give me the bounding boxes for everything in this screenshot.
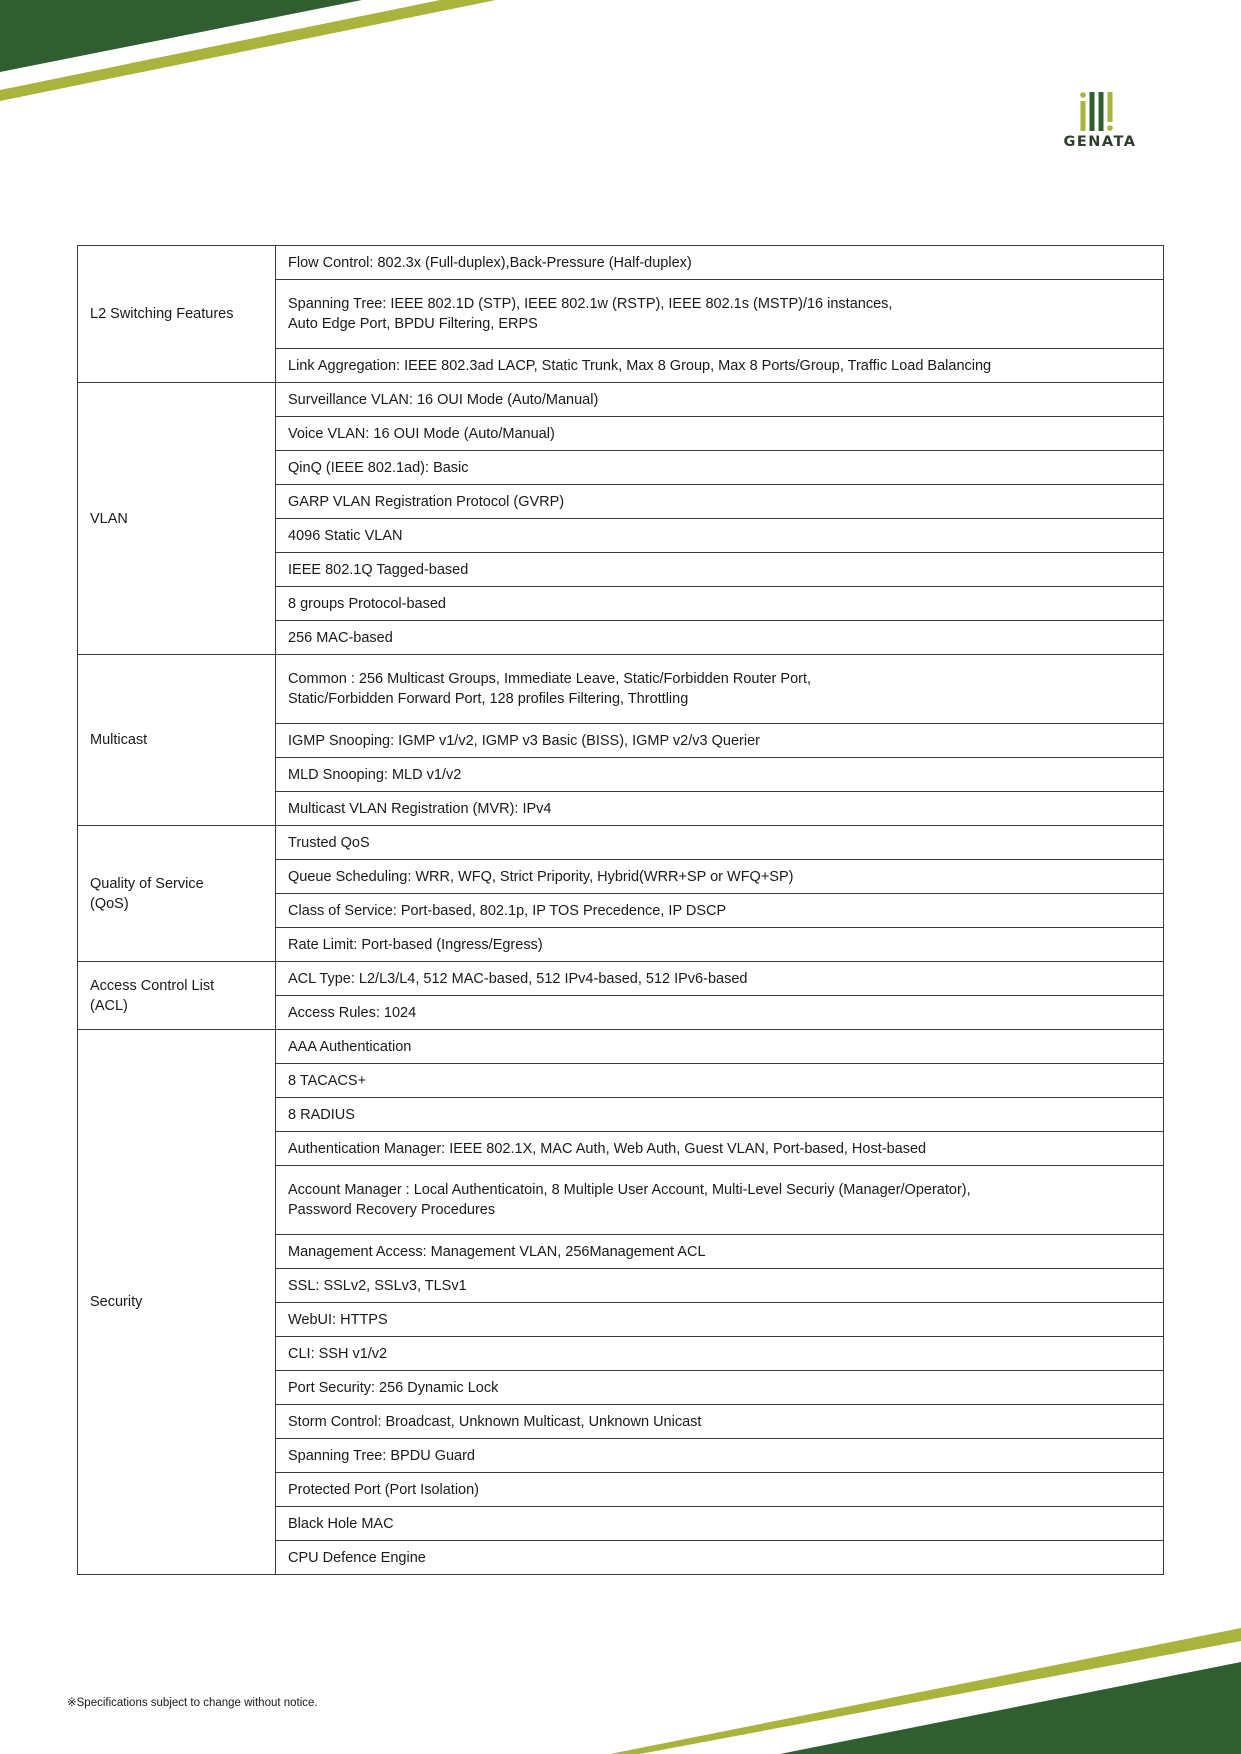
feature-cell: Class of Service: Port-based, 802.1p, IP TOS Precedence, IP DSCP (276, 894, 1164, 928)
feature-cell: 256 MAC-based (276, 621, 1164, 655)
feature-cell: CPU Defence Engine (276, 1541, 1164, 1575)
feature-cell: Multicast VLAN Registration (MVR): IPv4 (276, 792, 1164, 826)
feature-cell: Management Access: Management VLAN, 256Management ACL (276, 1235, 1164, 1269)
table-row (78, 383, 1164, 417)
feature-cell: Port Security: 256 Dynamic Lock (276, 1371, 1164, 1405)
feature-cell: Storm Control: Broadcast, Unknown Multicast, Unknown Unicast (276, 1405, 1164, 1439)
feature-cell: Spanning Tree: BPDU Guard (276, 1439, 1164, 1473)
category-cell: Multicast (78, 655, 276, 826)
feature-cell: QinQ (IEEE 802.1ad): Basic (276, 451, 1164, 485)
table-row (78, 655, 1164, 724)
top-light-stripe (0, 0, 496, 101)
category-cell: VLAN (78, 383, 276, 655)
category-cell: Quality of Service (QoS) (78, 826, 276, 962)
feature-cell: Flow Control: 802.3x (Full-duplex),Back-Pressure (Half-duplex) (276, 246, 1164, 280)
feature-cell: 8 TACACS+ (276, 1064, 1164, 1098)
bottom-dark-stripe (780, 1662, 1241, 1754)
feature-cell: Link Aggregation: IEEE 802.3ad LACP, Static Trunk, Max 8 Group, Max 8 Ports/Group, Traffic Load Balancing (276, 349, 1164, 383)
feature-cell: Access Rules: 1024 (276, 996, 1164, 1030)
category-cell: Access Control List (ACL) (78, 962, 276, 1030)
feature-cell: Trusted QoS (276, 826, 1164, 860)
specification-table (77, 245, 1164, 1575)
feature-cell: 4096 Static VLAN (276, 519, 1164, 553)
feature-cell: AAA Authentication (276, 1030, 1164, 1064)
feature-cell: IEEE 802.1Q Tagged-based (276, 553, 1164, 587)
feature-cell: Authentication Manager: IEEE 802.1X, MAC Auth, Web Auth, Guest VLAN, Port-based, Host-based (276, 1132, 1164, 1166)
feature-cell: CLI: SSH v1/v2 (276, 1337, 1164, 1371)
feature-cell: Account Manager : Local Authenticatoin, 8 Multiple User Account, Multi-Level Securiy (Manager/Operator), Password Recovery Procedures (276, 1166, 1164, 1235)
feature-cell: 8 groups Protocol-based (276, 587, 1164, 621)
feature-cell: MLD Snooping: MLD v1/v2 (276, 758, 1164, 792)
category-cell: Security (78, 1030, 276, 1575)
feature-cell: GARP VLAN Registration Protocol (GVRP) (276, 485, 1164, 519)
feature-cell: Rate Limit: Port-based (Ingress/Egress) (276, 928, 1164, 962)
feature-cell: IGMP Snooping: IGMP v1/v2, IGMP v3 Basic (BISS), IGMP v2/v3 Querier (276, 724, 1164, 758)
brand-logo (1060, 92, 1140, 150)
feature-cell: Protected Port (Port Isolation) (276, 1473, 1164, 1507)
bottom-light-stripe (610, 1628, 1241, 1754)
brand-name: GENATA (1063, 134, 1137, 150)
table-row (78, 246, 1164, 280)
feature-cell: Surveillance VLAN: 16 OUI Mode (Auto/Manual) (276, 383, 1164, 417)
feature-cell: Common : 256 Multicast Groups, Immediate Leave, Static/Forbidden Router Port, Static/Forbidden Forward Port, 128 profiles Filtering, Throttling (276, 655, 1164, 724)
feature-cell: Queue Scheduling: WRR, WFQ, Strict Pripority, Hybrid(WRR+SP or WFQ+SP) (276, 860, 1164, 894)
feature-cell: Black Hole MAC (276, 1507, 1164, 1541)
table-row (78, 1030, 1164, 1064)
feature-cell: Spanning Tree: IEEE 802.1D (STP), IEEE 802.1w (RSTP), IEEE 802.1s (MSTP)/16 instances, Auto Edge Port, BPDU Filtering, ERPS (276, 280, 1164, 349)
table-row (78, 962, 1164, 996)
category-cell: L2 Switching Features (78, 246, 276, 383)
feature-cell: 8 RADIUS (276, 1098, 1164, 1132)
feature-cell: Voice VLAN: 16 OUI Mode (Auto/Manual) (276, 417, 1164, 451)
footnote: ※Specifications subject to change without notice. (67, 1697, 318, 1709)
feature-cell: ACL Type: L2/L3/L4, 512 MAC-based, 512 IPv4-based, 512 IPv6-based (276, 962, 1164, 996)
feature-cell: WebUI: HTTPS (276, 1303, 1164, 1337)
genata-logo-icon (1079, 92, 1121, 132)
top-dark-stripe (0, 0, 362, 72)
table-row (78, 826, 1164, 860)
feature-cell: SSL: SSLv2, SSLv3, TLSv1 (276, 1269, 1164, 1303)
